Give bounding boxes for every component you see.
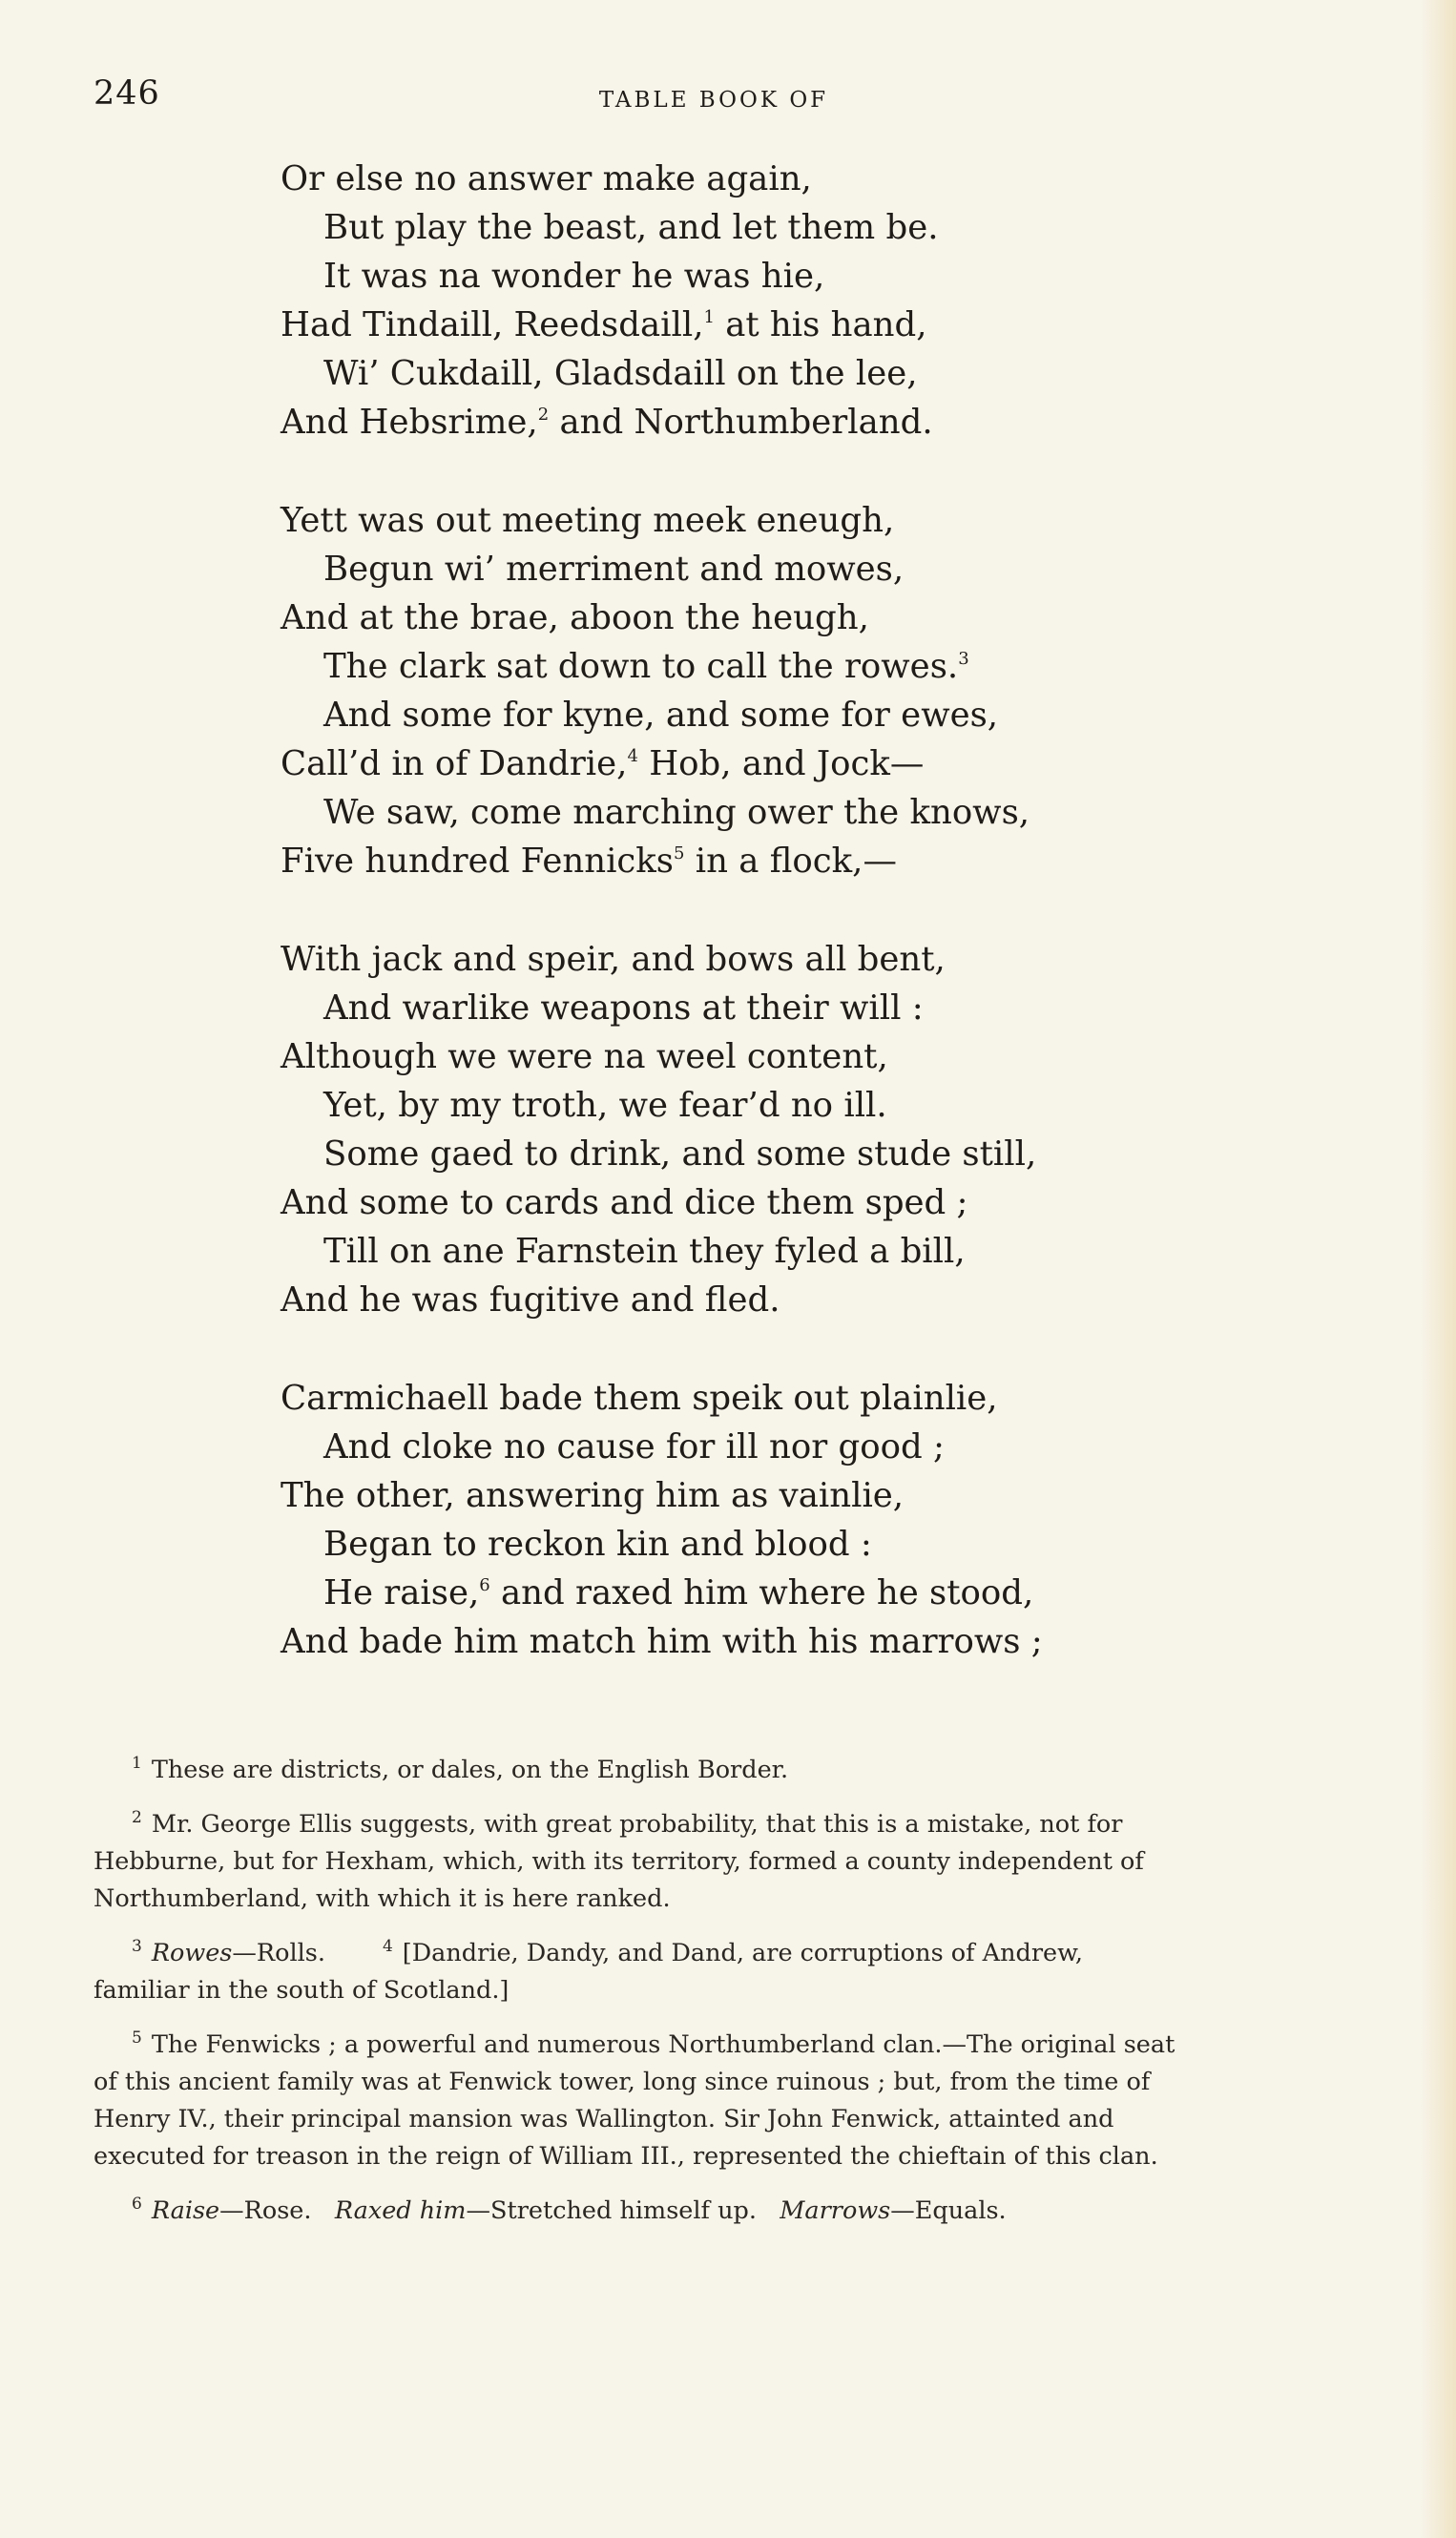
running-title: TABLE BOOK OF bbox=[598, 88, 829, 113]
page-edge-shading bbox=[1420, 0, 1456, 2538]
stanza bbox=[281, 1374, 1139, 1666]
poem-line: Although we were na weel content, bbox=[281, 1037, 888, 1076]
footnote: $^3$ Rowes—Rolls. $^4$ [Dandrie, Dandy, and Dand, are corruptions of Andrew, familiar in the south of Scotland.] bbox=[94, 1937, 1084, 2005]
poem-line: Begun wi’ merriment and mowes, bbox=[323, 550, 905, 589]
poem-line: And cloke no cause for ill nor good ; bbox=[323, 1427, 945, 1467]
poem-line: Wi’ Cukdaill, Gladsdaill on the lee, bbox=[323, 354, 918, 393]
footnote-marker: 1 bbox=[703, 307, 715, 327]
poem-line: Till on ane Farnstein they fyled a bill, bbox=[323, 1232, 966, 1271]
footnote-marker: 2 bbox=[537, 405, 550, 425]
footnote: $^2$ Mr. George Ellis suggests, with great probability, that this is a mistake, not for Hebburne, but for Hexham, which, with its territory, formed a county independent of Northumberland, with which it is here ranked. bbox=[94, 1808, 1144, 1913]
poem-line: Carmichaell bade them speik out plainlie, bbox=[281, 1379, 998, 1418]
stanza bbox=[281, 155, 1139, 447]
poem-line: Or else no answer make again, bbox=[281, 159, 812, 198]
poem-line: Some gaed to drink, and some stude still, bbox=[323, 1134, 1037, 1174]
poem-line: But play the beast, and let them be. bbox=[323, 208, 939, 247]
poem-line: The other, answering him as vainlie, bbox=[281, 1476, 905, 1515]
poem-line: We saw, come marching ower the knows, bbox=[323, 793, 1030, 832]
footnote-number: 1 bbox=[132, 1754, 142, 1773]
poem-line: And Hebsrime,$^2$ and Northumberland. bbox=[281, 403, 933, 442]
footnote-number: 2 bbox=[132, 1808, 142, 1827]
footnote: $^6$ Raise—Rose. Raxed him—Stretched himself up. Marrows—Equals. bbox=[132, 2195, 1007, 2225]
poem-line: And bade him match him with his marrows ; bbox=[281, 1622, 1043, 1661]
footnote: $^1$ These are districts, or dales, on the English Border. bbox=[132, 1754, 789, 1784]
footnotes bbox=[94, 1752, 1286, 2247]
poem-line: With jack and speir, and bows all bent, bbox=[281, 940, 946, 979]
footnote-number: 4 bbox=[382, 1937, 393, 1956]
poem-line: Call’d in of Dandrie,$^4$ Hob, and Jock— bbox=[281, 744, 925, 783]
poem-line: The clark sat down to call the rowes.$^3$ bbox=[323, 647, 969, 686]
poem-line: Began to reckon kin and blood : bbox=[323, 1525, 872, 1564]
poem-line: Had Tindaill, Reedsdaill,$^1$ at his hand, bbox=[281, 305, 927, 344]
page-number: 246 bbox=[94, 74, 160, 113]
poem-line: Five hundred Fennicks$^5$ in a flock,— bbox=[281, 842, 897, 881]
footnote-marker: 3 bbox=[958, 649, 969, 669]
footnote: $^5$ The Fenwicks ; a powerful and numerous Northumberland clan.—The original seat of this ancient family was at Fenwick tower, long since ruinous ; but, from the time of Henry IV., their principal mansion was Wallington. Sir John Fenwick, attainted and executed for treason in the reign of William III., represented the chieftain of this clan. bbox=[94, 2028, 1175, 2171]
footnote-number: 6 bbox=[132, 2195, 142, 2214]
poem-line: He raise,$^6$ and raxed him where he stood, bbox=[323, 1573, 1034, 1612]
poem-line: And warlike weapons at their will : bbox=[323, 988, 924, 1028]
stanza bbox=[281, 496, 1139, 885]
footnote-number: 5 bbox=[132, 2028, 142, 2048]
poem-line: Yet, by my troth, we fear’d no ill. bbox=[323, 1086, 887, 1125]
poem-line: And he was fugitive and fled. bbox=[281, 1280, 780, 1320]
poem bbox=[281, 155, 1139, 1716]
poem-line: Yett was out meeting meek eneugh, bbox=[281, 501, 895, 540]
footnote-number: 3 bbox=[132, 1937, 142, 1956]
stanza bbox=[281, 935, 1139, 1324]
page-header bbox=[94, 74, 1334, 132]
footnote-marker: 4 bbox=[627, 746, 638, 766]
footnote-marker: 5 bbox=[674, 843, 685, 863]
poem-line: And some for kyne, and some for ewes, bbox=[323, 696, 999, 735]
poem-line: It was na wonder he was hie, bbox=[323, 257, 825, 296]
poem-line: And some to cards and dice them sped ; bbox=[281, 1183, 968, 1222]
footnote-marker: 6 bbox=[479, 1575, 490, 1595]
poem-line: And at the brae, aboon the heugh, bbox=[281, 598, 869, 637]
